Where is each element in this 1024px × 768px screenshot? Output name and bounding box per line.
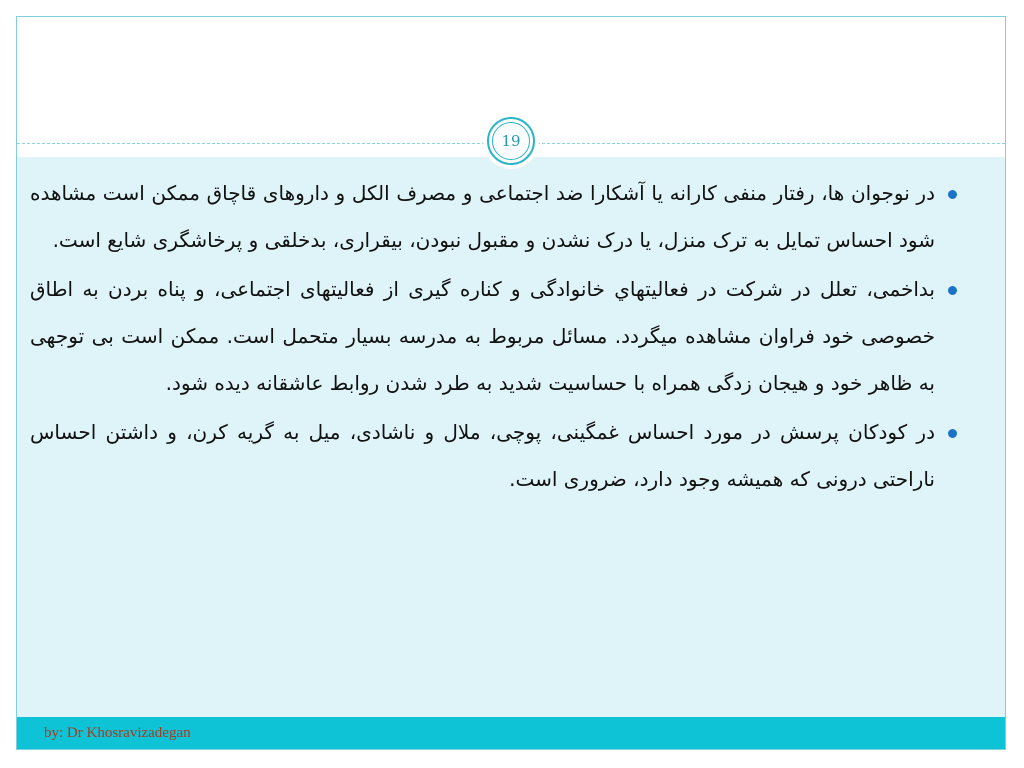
footer-credit: by: Dr Khosravizadegan	[44, 725, 191, 741]
bullet-text: بداخمی، تعلل در شرکت در فعالیتهاي خانوادگی و کناره گیری از فعالیتهای اجتماعی، و پناه بردن به اطاق خصوصی خود فراوان مشاهده میگردد. مسائل مربوط به مدرسه بسیار متحمل است. ممکن است بی توجهی به ظاهر خود و هیجان زدگی همراه با حساسیت شدید به طرد شدن روابط عاشقانه دیده شود.	[30, 277, 935, 395]
footer-bar	[17, 717, 1005, 749]
bullet-text: در نوجوان ها، رفتار منفی کارانه یا آشکارا ضد اجتماعی و مصرف الکل و داروهای قاچاق ممکن است مشاهده شود احساس تمایل به ترک منزل، یا درک نشدن و مقبول نبودن، بیقراری، بدخلقی و پرخاشگری شایع است.	[30, 181, 935, 252]
bullet-dot-icon	[948, 190, 957, 199]
bullet-dot-icon	[948, 429, 957, 438]
page-number: 19	[492, 122, 530, 160]
bullet-dot-icon	[948, 286, 957, 295]
page-number-badge	[487, 117, 535, 165]
bullet-item	[30, 409, 957, 503]
bullet-item	[30, 170, 957, 264]
bullet-item	[30, 266, 957, 407]
bullet-text: در کودکان پرسش در مورد احساس غمگینی، پوچی، ملال و ناشادی، میل به گریه کرن، و داشتن احساس ناراحتی درونی که همیشه وجود دارد، ضروری است.	[30, 420, 935, 491]
bullet-list	[30, 170, 957, 505]
